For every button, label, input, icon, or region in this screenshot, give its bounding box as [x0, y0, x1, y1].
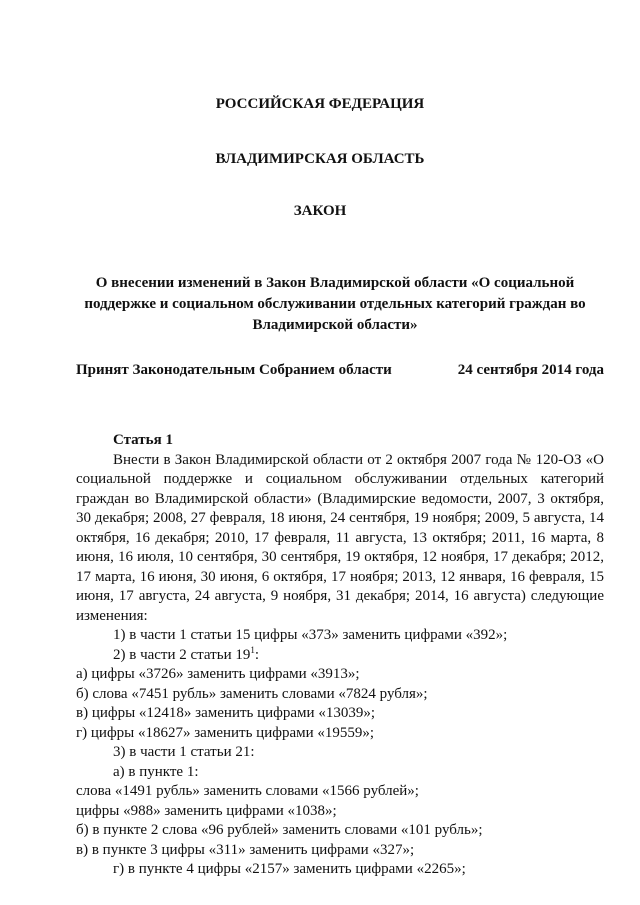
list-item: г) в пункте 4 цифры «2157» заменить цифрами «2265»;: [113, 861, 466, 877]
list-item: цифры «988» заменить цифрами «1038»;: [76, 802, 337, 819]
list-item: слова «1491 рубль» заменить словами «1566 рублей»;: [76, 783, 419, 799]
list-item-text: 2) в части 2 статьи 19: [113, 646, 251, 663]
law-title-line: поддержке и социальном обслуживании отдельных категорий граждан во: [84, 296, 586, 312]
adopted-by: Принят Законодательным Собранием области: [76, 362, 392, 378]
list-item: 1) в части 1 статьи 15 цифры «373» заменить цифрами «392»;: [113, 627, 508, 643]
article-intro: Внести в Закон Владимирской области от 2 октября 2007 года № 120-ОЗ «О социальной поддержке и социальном обслуживании отдельных категорий граждан во Владимирской области» (Владимирские ведомости, 2007, 3 октября, 30 декабря; 2008, 27 февраля, 18 июня, 24 сентября, 19 ноября; 2009, 5 августа, 14 октября, 16 декабря; 2010, 17 февраля, 11 августа, 13 октября; 2011, 16 марта, 8 июня, 16 июля, 10 сентября, 30 сентября, 19 октября, 12 ноября, 17 декабря; 2012, 17 марта, 16 июня, 30 июня, 6 октября, 17 ноября; 2013, 12 января, 16 февраля, 15 июня, 17 августа, 24 августа, 9 ноября, 31 декабря; 2014, 16 августа) следующие изменения:: [76, 451, 604, 624]
law-title-line: О внесении изменений в Закон Владимирской области «О социальной: [95, 275, 575, 291]
list-item: а) цифры «3726» заменить цифрами «3913»;: [76, 666, 360, 682]
adoption-line: [76, 362, 604, 379]
list-item-suffix: :: [254, 646, 260, 663]
list-item: б) слова «7451 рубль» заменить словами «7824 рубля»;: [76, 685, 428, 702]
list-item: г) цифры «18627» заменить цифрами «19559»;: [76, 724, 375, 741]
list-item: а) в пункте 1:: [113, 763, 199, 780]
doc-type-heading: ЗАКОН: [293, 203, 347, 219]
country-heading: РОССИЙСКАЯ ФЕДЕРАЦИЯ: [215, 96, 425, 112]
list-item: [76, 646, 604, 666]
article-heading: Статья 1: [113, 432, 173, 448]
article-body: [76, 431, 604, 880]
law-title-line: Владимирской области»: [252, 317, 418, 333]
region-heading: ВЛАДИМИРСКАЯ ОБЛАСТЬ: [215, 151, 425, 167]
list-item: б) в пункте 2 слова «96 рублей» заменить словами «101 рубль»;: [76, 822, 483, 838]
adoption-date: 24 сентября 2014 года: [457, 362, 604, 378]
list-item: в) в пункте 3 цифры «311» заменить цифрами «327»;: [76, 841, 415, 858]
list-item: в) цифры «12418» заменить цифрами «13039»;: [76, 705, 375, 721]
superscript: 1: [250, 644, 255, 655]
law-title: [70, 273, 600, 336]
list-item: 3) в части 1 статьи 21:: [113, 744, 255, 760]
